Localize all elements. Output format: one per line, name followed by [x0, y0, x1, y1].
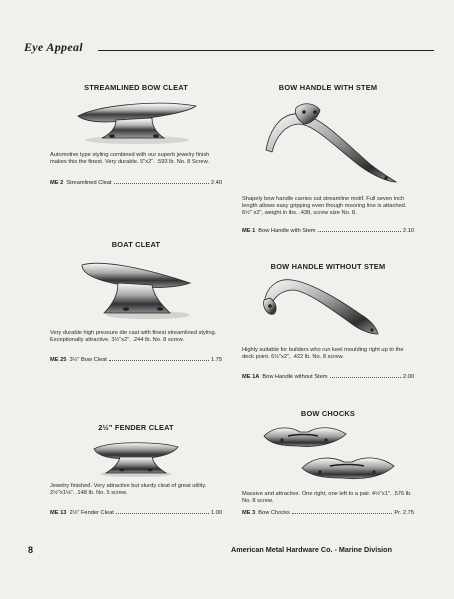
price: 2.10	[402, 228, 414, 234]
bow-chocks-image	[260, 422, 400, 484]
leader-dots	[109, 355, 209, 361]
order-line	[50, 355, 222, 364]
leader-dots	[330, 372, 401, 378]
order-line	[242, 508, 414, 517]
item-name: Bow Handle with Stem	[258, 228, 316, 234]
order-line	[50, 508, 222, 517]
leader-dots	[292, 508, 393, 514]
product-description: Very durable high pressure die cast with finest streamlined styling. Exceptionally attractive. 3½"x2". .244 lb. No. 8 screw.	[50, 330, 217, 344]
catalog-code: ME 13	[50, 510, 67, 516]
item-name: Streamlined Cleat	[66, 180, 112, 186]
catalog-code: ME 1	[242, 228, 256, 234]
price: 1.75	[210, 357, 222, 363]
product-name: 2½" FENDER CLEAT	[98, 423, 174, 432]
order-line	[50, 178, 222, 187]
item-name: Bow Handle without Stem	[262, 374, 328, 380]
page-header-title: Eye Appeal	[24, 40, 83, 54]
product-name: BOW HANDLE WITHOUT STEM	[270, 262, 386, 271]
company-footer: American Metal Hardware Co. - Marine Division	[231, 545, 392, 554]
product-name: STREAMLINED BOW CLEAT	[84, 83, 188, 92]
catalog-code: ME 2	[50, 180, 64, 186]
leader-dots	[114, 178, 209, 184]
price: 1.00	[210, 510, 222, 516]
header-rule	[98, 50, 434, 51]
item-name: 3½" Bow Cleat	[69, 357, 107, 363]
price: 2.00	[402, 374, 414, 380]
product-description: Jewelry finished. Very attractive but sturdy cleat of great utility. 2½"x1⅛". .148 lb. No. 5 screw.	[50, 483, 207, 497]
product-description: Massive and attractive. One right, one left to a pair. 4½"x1". .576 lb. No. 8 screw.	[242, 491, 412, 505]
leader-dots	[318, 226, 401, 232]
bow-handle-without-stem-image	[256, 274, 386, 340]
product-name: BOAT CLEAT	[111, 240, 161, 249]
product-name: BOW CHOCKS	[300, 409, 356, 418]
order-line	[242, 226, 414, 235]
streamlined-cleat-image	[72, 96, 202, 146]
item-name: Bow Chocks	[258, 510, 290, 516]
product-description: Shapely bow handle carries out streamline motif. Full seven inch length allows easy gripping even though mooring line is attached. 6½" x2", weight in lbs. .438, screw size No. 8.	[242, 196, 407, 217]
catalog-code: ME 25	[50, 357, 67, 363]
leader-dots	[116, 508, 209, 514]
boat-cleat-image	[78, 255, 198, 323]
fender-cleat-image	[88, 437, 184, 479]
product-description: Highly suitable for builders who run keel moulding right up to the deck point. 6½"x2", .422 lb. No. 8 screw.	[242, 347, 404, 361]
price: Pr. 2.75	[394, 510, 414, 516]
price: 2.40	[210, 180, 222, 186]
catalog-code: ME 1A	[242, 374, 260, 380]
bow-handle-with-stem-image	[260, 98, 402, 188]
product-description: Automotive type styling combined with our superb jewelry finish makes this the finest. Very durable. 5"x2". .593 lb. No. 8 Screw.	[50, 152, 210, 166]
page-number: 8	[28, 545, 34, 555]
catalog-code: ME 3	[242, 510, 256, 516]
item-name: 2½" Fender Cleat	[69, 510, 114, 516]
product-name: BOW HANDLE WITH STEM	[278, 83, 378, 92]
order-line	[242, 372, 414, 381]
